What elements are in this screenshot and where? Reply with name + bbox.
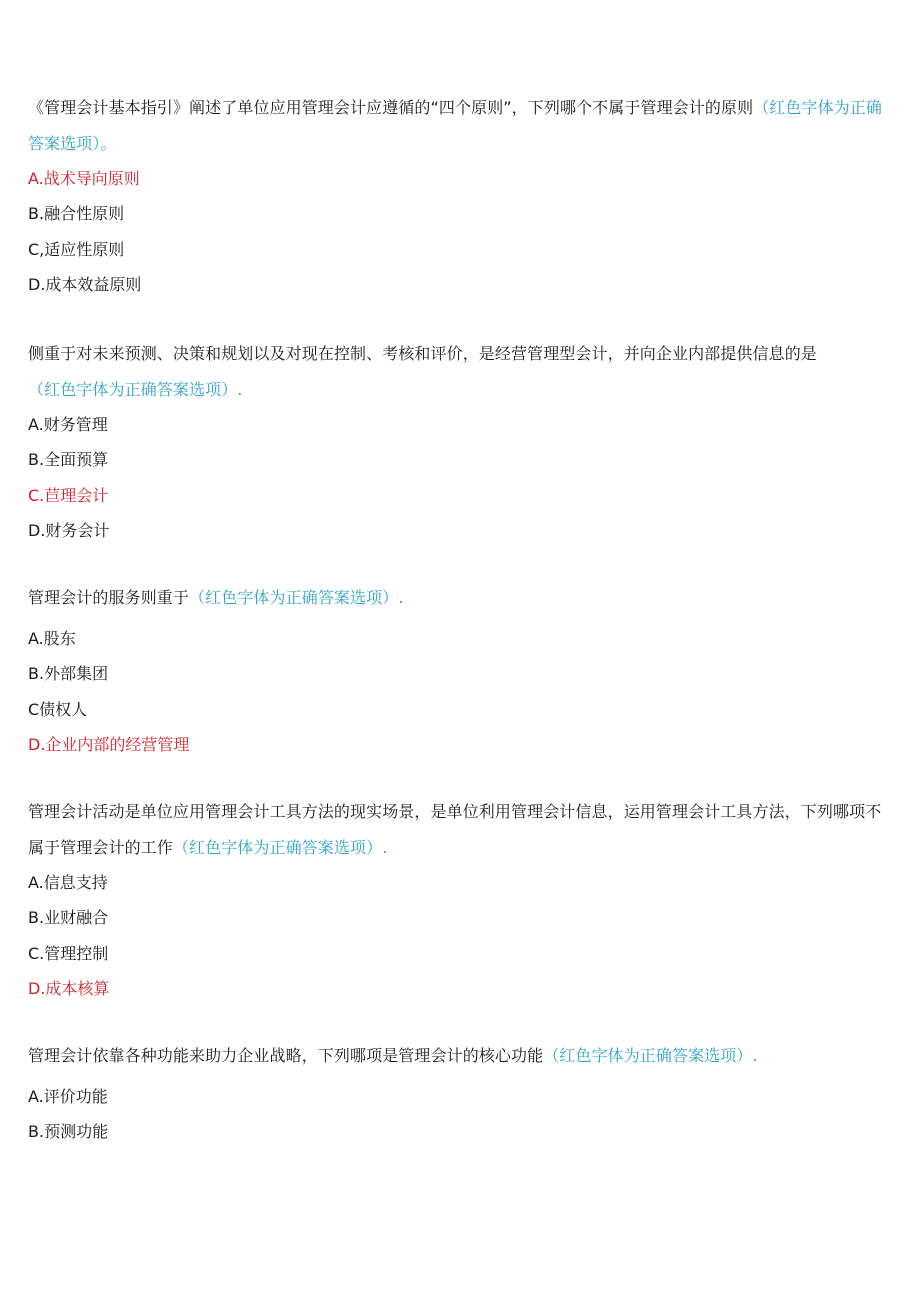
- option-a: A.信息支持: [28, 873, 108, 892]
- option-d: D.成本效益原则: [28, 274, 142, 294]
- stem-text: 管理会计的服务则重于: [28, 588, 190, 607]
- question-stem: [28, 336, 888, 408]
- option-b: B.业财融合: [28, 908, 109, 928]
- answer-hint: （红色字体为正确答案选项）.: [543, 1046, 758, 1065]
- option-d: D.财务会计: [28, 520, 110, 540]
- option-c: C.管理控制: [28, 943, 109, 963]
- options-list: [28, 622, 888, 763]
- option-d: D.成本核算: [28, 978, 110, 998]
- question-stem: [28, 1040, 888, 1080]
- question-5: [28, 1040, 888, 1151]
- answer-hint: （红色字体为正确答案选项）.: [189, 588, 404, 607]
- option-b: B.融合性原则: [28, 204, 125, 224]
- answer-hint: （红色字体为正确答案选项）.: [28, 380, 243, 399]
- option-b: B.全面预算: [28, 450, 109, 470]
- option-c: C.苣理会计: [28, 485, 109, 505]
- question-2: [28, 336, 888, 549]
- options-list: [28, 162, 888, 303]
- option-a: A.战术导向原则: [28, 169, 140, 188]
- option-d: D.企业内部的经营管理: [28, 734, 190, 754]
- answer-hint: （红色字体为正确答案选项）.: [172, 838, 388, 857]
- answer-hint: （红色字体为正确答案选项）。: [28, 98, 882, 153]
- question-stem: [28, 88, 888, 162]
- question-stem: [28, 794, 888, 866]
- options-list: [28, 1080, 888, 1151]
- question-4: [28, 794, 888, 1007]
- option-b: B.外部集团: [28, 664, 109, 684]
- option-a: A.评价功能: [28, 1087, 108, 1106]
- stem-text: 管理会计依靠各种功能来助力企业战略，下列哪项是管理会计的核心功能: [28, 1046, 544, 1065]
- option-b: B.预测功能: [28, 1122, 109, 1142]
- stem-text: 管理会计活动是单位应用管理会计工具方法的现实场景，是单位利用管理会计信息，运用管理会计工具方法，下列哪项不属于管理会计的工作: [28, 802, 882, 857]
- option-a: A.股东: [28, 629, 76, 648]
- stem-text: 侧重于对未来预测、决策和规划以及对现在控制、考核和评价，是经营管理型会计，并向企业内部提供信息的是: [28, 344, 817, 363]
- options-list: [28, 408, 888, 549]
- option-c: C,适应性原则: [28, 239, 125, 259]
- option-a: A.财务管理: [28, 415, 108, 434]
- stem-text: 《管理会计基本指引》阐述了单位应用管理会计应遵循的“四个原则”，下列哪个不属于管理会计的原则: [28, 98, 754, 117]
- question-3: [28, 582, 888, 763]
- options-list: [28, 866, 888, 1007]
- question-stem: [28, 582, 888, 622]
- question-1: [28, 88, 888, 303]
- option-c: C债权人: [28, 699, 88, 719]
